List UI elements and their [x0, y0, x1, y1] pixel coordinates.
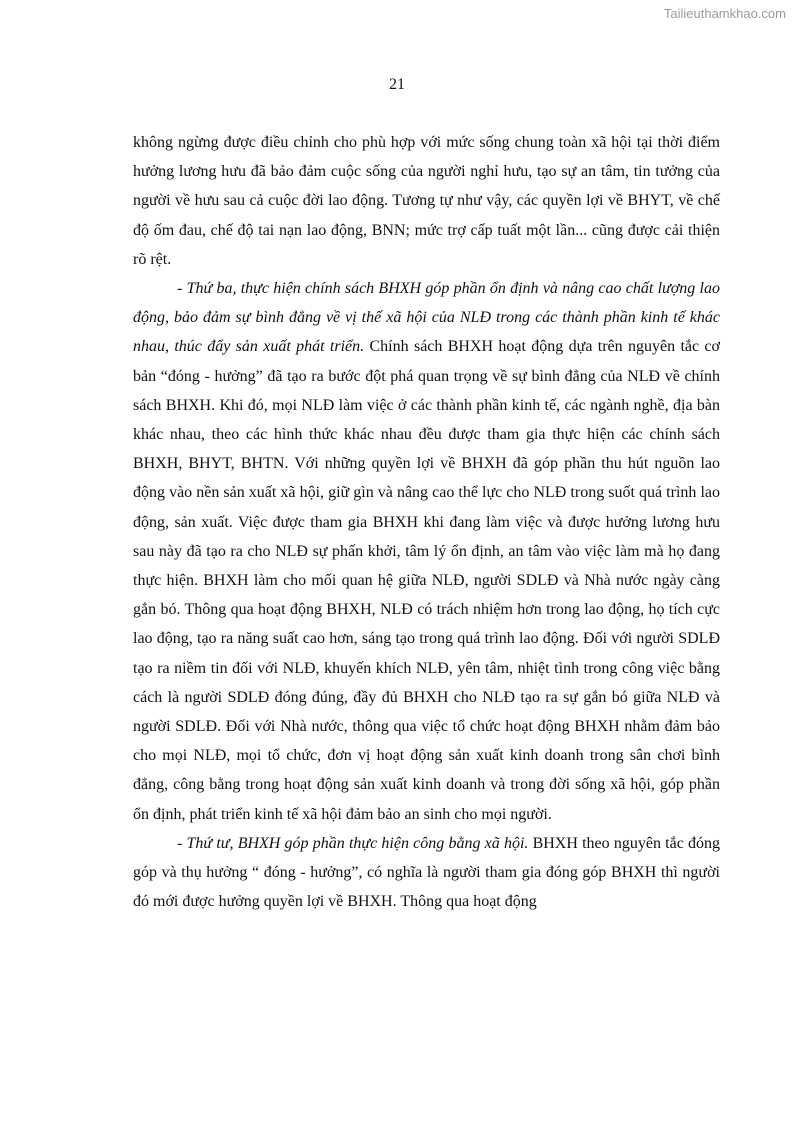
third-point-body: Chính sách BHXH hoạt động dựa trên nguyên tắc cơ bản “đóng - hưởng” đã tạo ra bước đột phá quan trọng về sự bình đẳng của NLĐ về chính sách BHXH. Khi đó, mọi NLĐ làm việc ở các thành phần kinh tế, các ngành nghề, địa bàn khác nhau, theo các hình thức khác nhau đều được tham gia thực hiện các chính sách BHXH, BHYT, BHTN. Với những quyền lợi về BHXH đã góp phần thu hút nguồn lao động vào nền sản xuất xã hội, giữ gìn và nâng cao thể lực cho NLĐ trong suốt quá trình lao động, sản xuất. Việc được tham gia BHXH khi đang làm việc và được hưởng lương hưu sau này đã tạo ra cho NLĐ sự phấn khởi, tâm lý ổn định, an tâm vào việc làm mà họ đang thực hiện. BHXH làm cho mối quan hệ giữa NLĐ, người SDLĐ và Nhà nước ngày càng gắn bó. Thông qua hoạt động BHXH, NLĐ có trách nhiệm hơn trong lao động, họ tích cực lao động, tạo ra năng suất cao hơn, sáng tạo trong quá trình lao động. Đối với người SDLĐ tạo ra niềm tin đối với NLĐ, khuyến khích NLĐ, yên tâm, nhiệt tình trong công việc bằng cách là người SDLĐ đóng đúng, đầy đủ BHXH cho NLĐ tạo ra sự gắn bó giữa NLĐ và người SDLĐ. Đối với Nhà nước, thông qua việc tổ chức hoạt động BHXH nhằm đảm bảo cho mọi NLĐ, mọi tổ chức, đơn vị hoạt động sản xuất kinh doanh trong sân chơi bình đẳng, công bằng trong hoạt động sản xuất kinh doanh và trong đời sống xã hội, góp phần ổn định, phát triển kinh tế xã hội đảm bảo an sinh cho mọi người.: [133, 338, 720, 823]
page-number: 21: [389, 76, 405, 93]
paragraph-continuation: không ngừng được điều chỉnh cho phù hợp với mức sống chung toàn xã hội tại thời điểm hưởng lương hưu đã bảo đảm cuộc sống của người nghỉ hưu, tạo sự an tâm, tin tưởng của người về hưu sau cả cuộc đời lao động. Tương tự như vậy, các quyền lợi về BHYT, về chế độ ốm đau, chế độ tai nạn lao động, BNN; mức trợ cấp tuất một lần... cũng được cải thiện rõ rệt.: [133, 134, 720, 268]
third-point-heading: - Thứ ba, thực hiện chính sách BHXH góp phần ổn định và nâng cao chất lượng lao động, bảo đảm sự bình đẳng về vị thế xã hội của NLĐ trong các thành phần kinh tế khác nhau, thúc đẩy sản xuất phát triển.: [133, 280, 720, 356]
fourth-point-body: BHXH theo nguyên tắc đóng góp và thụ hưởng “ đóng - hưởng”, có nghĩa là người tham gia đóng góp BHXH thì người đó mới được hưởng quyền lợi về BHXH. Thông qua hoạt động: [133, 834, 720, 911]
paragraph-third-point: [133, 274, 720, 829]
fourth-point-heading: - Thứ tư, BHXH góp phần thực hiện công bằng xã hội.: [177, 834, 529, 852]
document-body: [133, 128, 720, 916]
watermark-text: Tailieuthamkhao.com: [663, 6, 786, 21]
paragraph-fourth-point: [133, 829, 720, 917]
